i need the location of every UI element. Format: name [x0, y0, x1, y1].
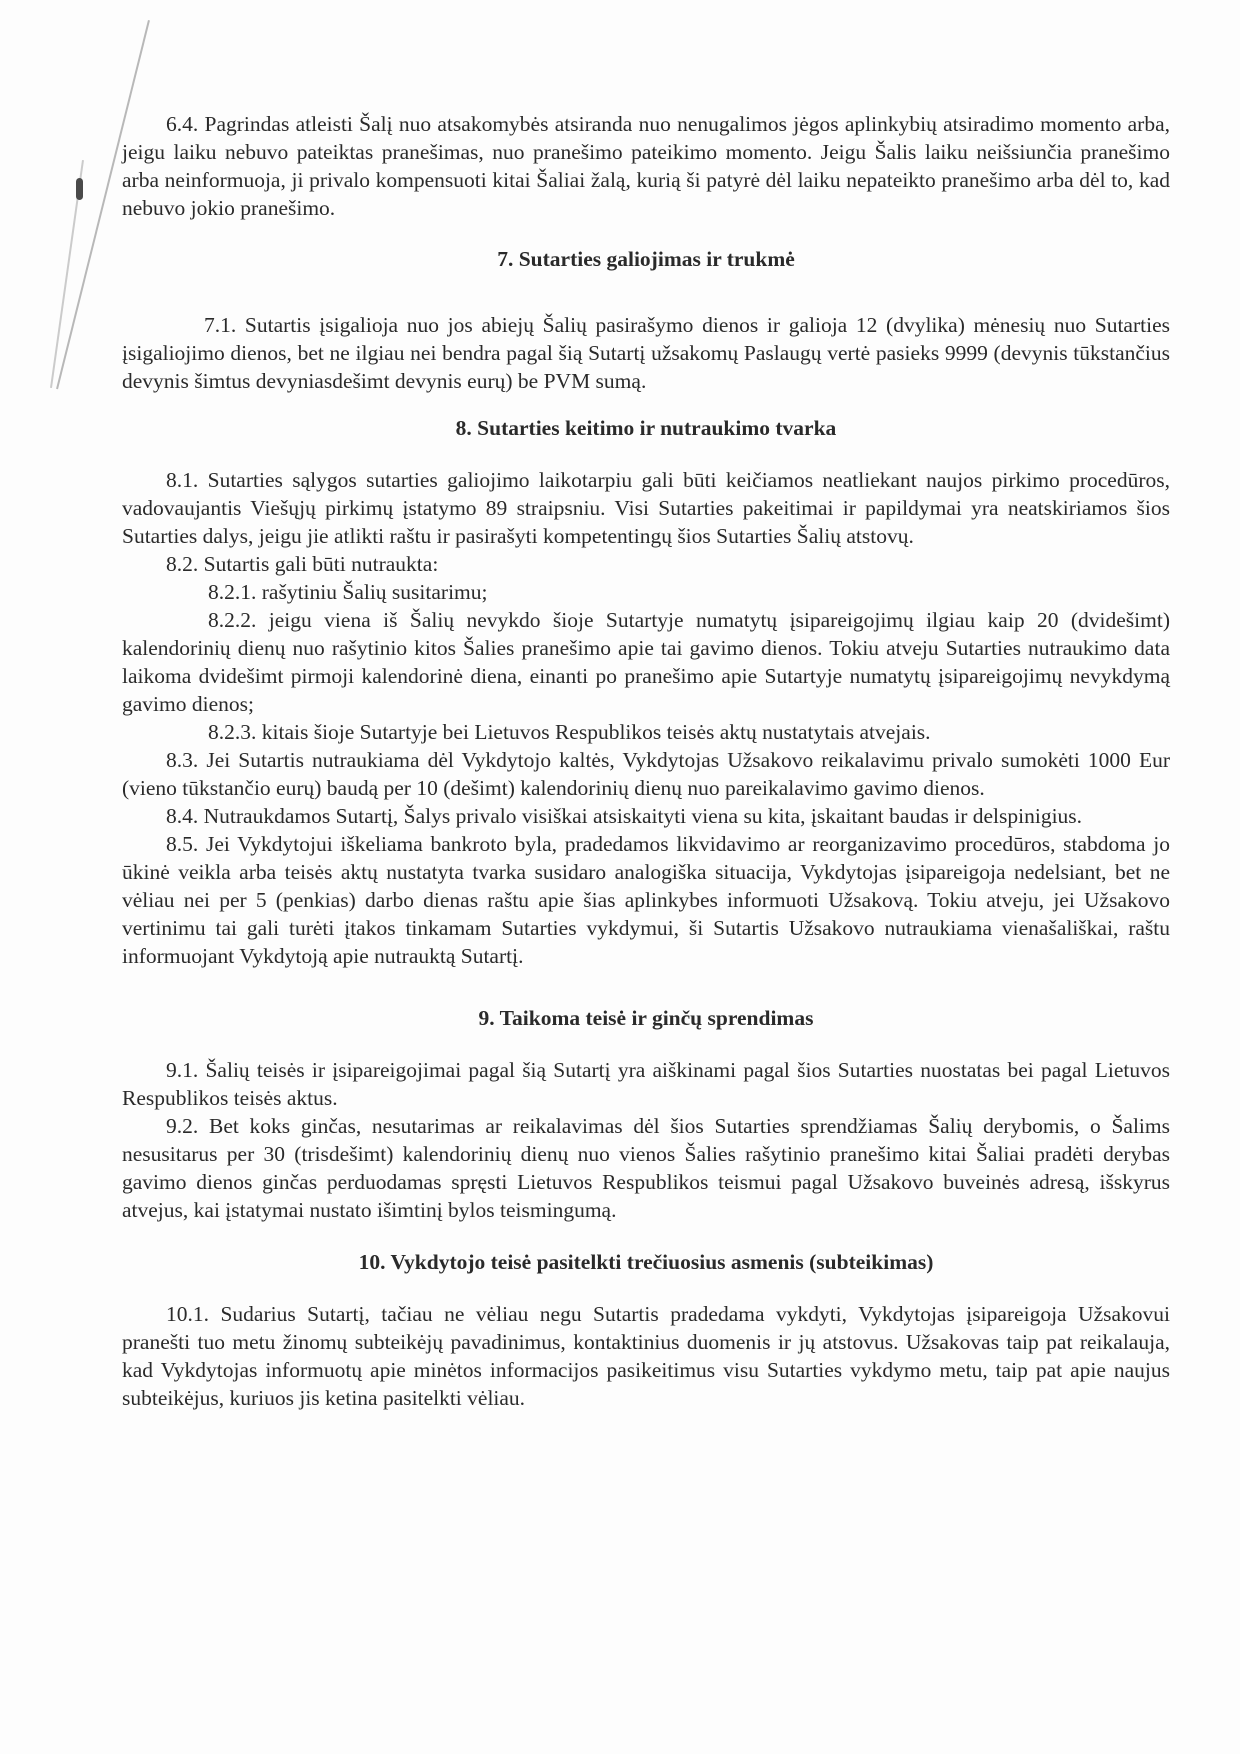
- scan-artifact-mark: [76, 178, 83, 200]
- paragraph-9-2: 9.2. Bet koks ginčas, nesutarimas ar reikalavimas dėl šios Sutarties sprendžiamas Šalių derybomis, o Šalims nesusitarus per 30 (trisdešimt) kalendorinių dienų nuo vienos Šalies rašytinio pranešimo kitai Šaliai pradėti derybas gavimo dienos ginčas perduodamas spręsti Lietuvos Respublikos teismui pagal Užsakovo buveinės adresą, išskyrus atvejus, kai įstatymai nustato išimtinį bylos teismingumą.: [122, 1114, 1170, 1222]
- paragraph-6-4: 6.4. Pagrindas atleisti Šalį nuo atsakomybės atsiranda nuo nenugalimos jėgos aplinkybių atsiradimo momento arba, jeigu laiku nebuvo pateiktas pranešimas, nuo pranešimo pateikimo momento. Jeigu Šalis laiku neišsiunčia pranešimo arba neinformuoja, ji privalo kompensuoti kitai Šaliai žalą, kurią ši patyrė dėl laiku nepateikto pranešimo arba dėl to, kad nebuvo jokio pranešimo.: [122, 112, 1170, 220]
- heading-section-8: 8. Sutarties keitimo ir nutraukimo tvarka: [455, 416, 837, 440]
- heading-section-7: 7. Sutarties galiojimas ir trukmė: [497, 247, 795, 271]
- heading-section-10: 10. Vykdytojo teisė pasitelkti trečiuosius asmenis (subteikimas): [358, 1250, 934, 1274]
- paragraph-10-1: 10.1. Sudarius Sutartį, tačiau ne vėliau negu Sutartis pradedama vykdyti, Vykdytojas įsipareigoja Užsakovui pranešti tuo metu žinomų subteikėjų pavadinimus, kontaktinius duomenis ir jų atstovus. Užsakovas taip pat reikalauja, kad Vykdytojas informuotų apie minėtos informacijos pasikeitimus visu Sutarties vykdymo metu, taip pat apie naujus subteikėjus, kuriuos jis ketina pasitelkti vėliau.: [122, 1302, 1170, 1410]
- paragraph-8-2-2: 8.2.2. jeigu viena iš Šalių nevykdo šioje Sutartyje numatytų įsipareigojimų ilgiau kaip 20 (dvidešimt) kalendorinių dienų nuo rašytinio kitos Šalies pranešimo apie tai gavimo dienos. Tokiu atveju Sutarties nutraukimo data laikoma dvidešimt pirmoji kalendorinė diena, einanti po pranešimo apie Sutartyje numatytų įsipareigojimų nevykdymą gavimo dienos;: [122, 608, 1170, 716]
- paragraph-9-1: 9.1. Šalių teisės ir įsipareigojimai pagal šią Sutartį yra aiškinami pagal šios Sutarties nuostatas bei pagal Lietuvos Respublikos teisės aktus.: [122, 1058, 1170, 1110]
- paragraph-8-2-3: 8.2.3. kitais šioje Sutartyje bei Lietuvos Respublikos teisės aktų nustatytais atvejais.: [208, 720, 931, 744]
- paragraph-8-3: 8.3. Jei Sutartis nutraukiama dėl Vykdytojo kaltės, Vykdytojas Užsakovo reikalavimu privalo sumokėti 1000 Eur (vieno tūkstančio eurų) baudą per 10 (dešimt) kalendorinių dienų nuo pareikalavimo gavimo dienos.: [122, 748, 1170, 800]
- paragraph-7-1: 7.1. Sutartis įsigalioja nuo jos abiejų Šalių pasirašymo dienos ir galioja 12 (dvylika) mėnesių nuo Sutarties įsigaliojimo dienos, bet ne ilgiau nei bendra pagal šią Sutartį užsakomų Paslaugų vertė pasieks 9999 (devynis tūkstančius devynis šimtus devyniasdešimt devynis eurų) be PVM sumą.: [122, 313, 1170, 393]
- paragraph-8-5: 8.5. Jei Vykdytojui iškeliama bankroto byla, pradedamos likvidavimo ar reorganizavimo procedūros, stabdoma jo ūkinė veikla arba teisės aktų nustatyta tvarka susidaro analogiška situacija, Vykdytojas įsipareigoja nedelsiant, bet ne vėliau nei per 5 (penkias) darbo dienas raštu apie šias aplinkybes informuoti Užsakovą. Tokiu atveju, jei Užsakovo vertinimu tai gali turėti įtakos tinkamam Sutarties vykdymui, ši Sutartis Užsakovo nutraukiama vienašališkai, raštu informuojant Vykdytoją apie nutrauktą Sutartį.: [122, 832, 1170, 968]
- paragraph-8-1: 8.1. Sutarties sąlygos sutarties galiojimo laikotarpiu gali būti keičiamos neatliekant naujos pirkimo procedūros, vadovaujantis Viešųjų pirkimų įstatymo 89 straipsniu. Visi Sutarties pakeitimai ir papildymai yra neatskiriamos šios Sutarties dalys, jeigu jie atlikti raštu ir pasirašyti kompetentingų šios Sutarties Šalių atstovų.: [122, 468, 1170, 548]
- heading-section-9: 9. Taikoma teisė ir ginčų sprendimas: [478, 1006, 814, 1030]
- paragraph-8-2: 8.2. Sutartis gali būti nutraukta:: [166, 552, 439, 576]
- paragraph-8-2-1: 8.2.1. rašytiniu Šalių susitarimu;: [208, 580, 488, 604]
- document-body: [122, 110, 1170, 1412]
- paragraph-8-4: 8.4. Nutraukdamos Sutartį, Šalys privalo visiškai atsiskaityti viena su kita, įskaitant baudas ir delspinigius.: [166, 804, 1083, 828]
